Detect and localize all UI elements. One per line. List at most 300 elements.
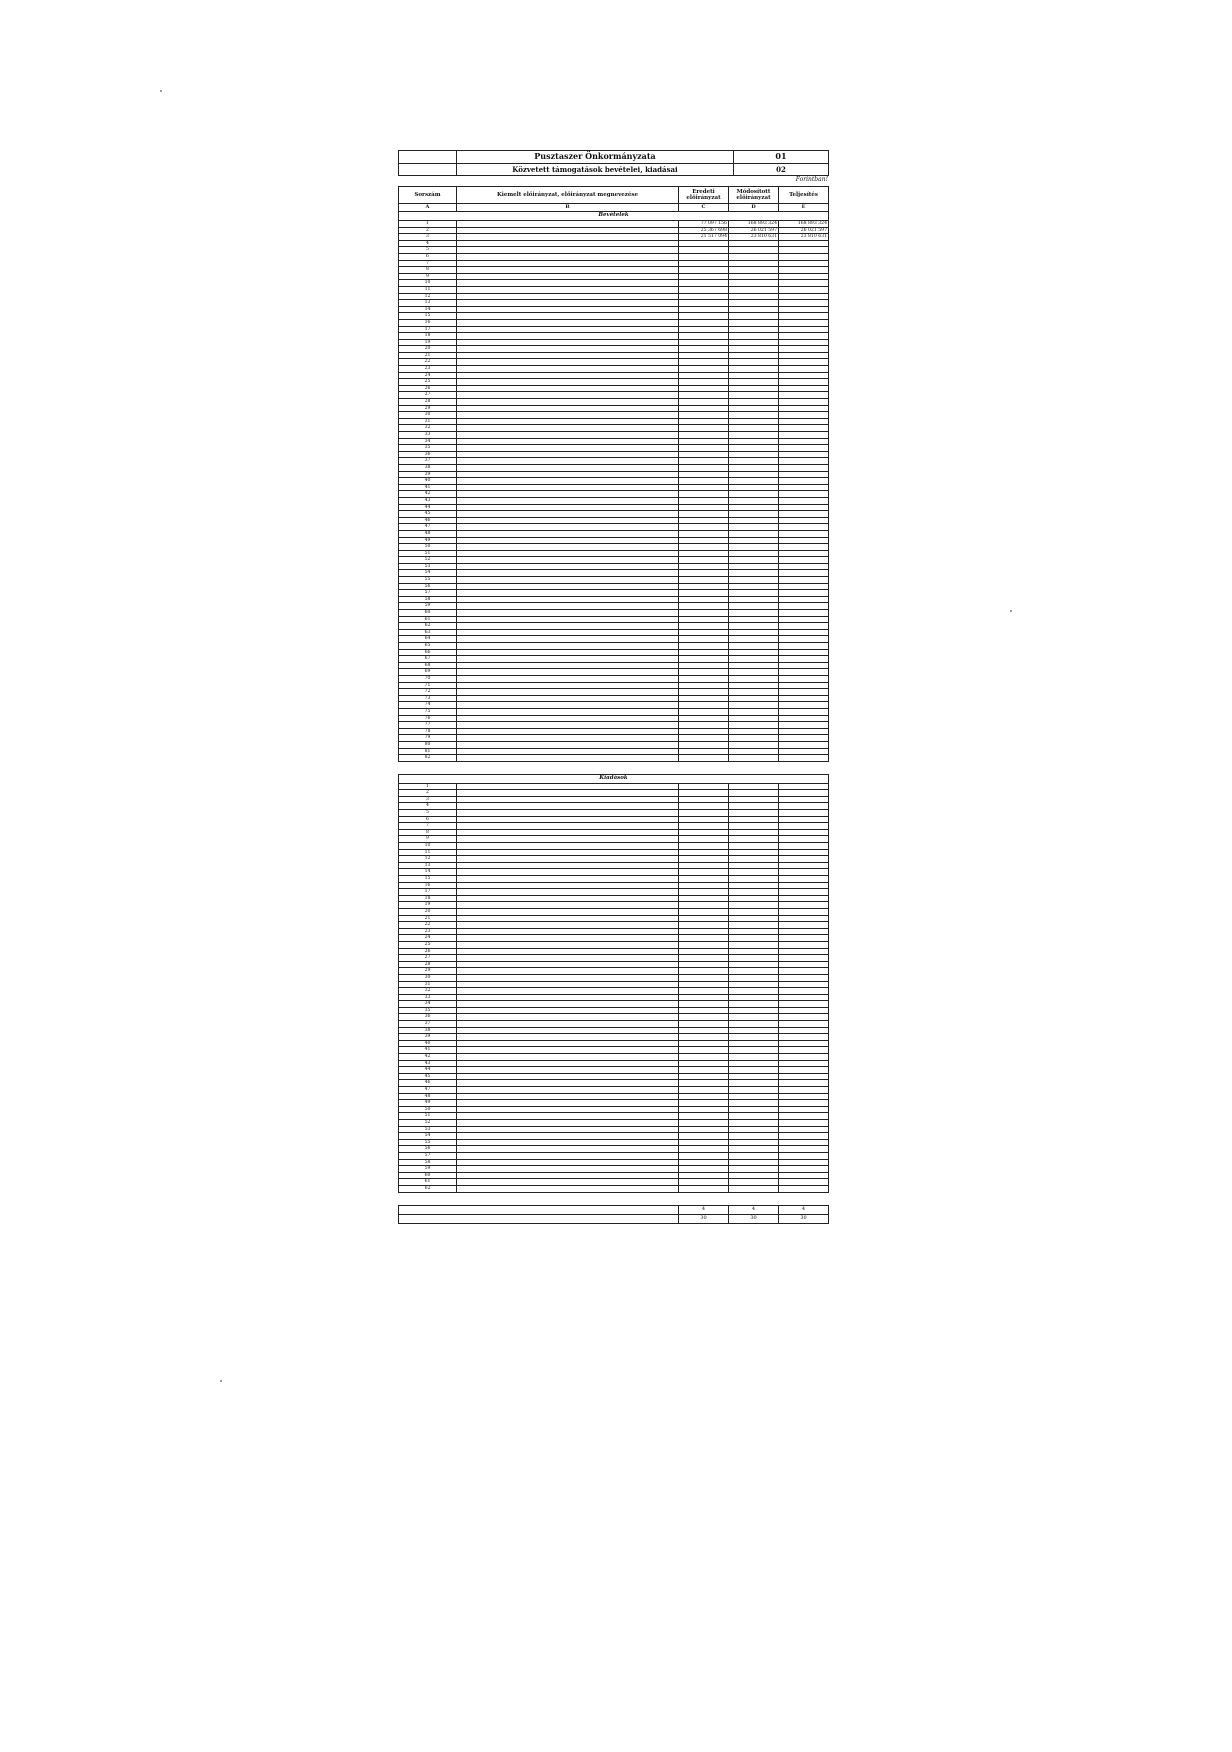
row-number: 74	[399, 702, 457, 709]
row-modified	[729, 524, 779, 531]
row-number: 78	[399, 728, 457, 735]
row-original	[679, 418, 729, 425]
row-original	[679, 669, 729, 676]
row-number: 44	[399, 1067, 457, 1074]
row-original	[679, 524, 729, 531]
row-number: 19	[399, 339, 457, 346]
row-number: 8	[399, 267, 457, 274]
row-name	[457, 227, 679, 234]
row-modified	[729, 1073, 779, 1080]
row-original	[679, 570, 729, 577]
row-original	[679, 1172, 729, 1179]
row-actual	[779, 695, 829, 702]
row-name	[457, 649, 679, 656]
row-actual	[779, 876, 829, 883]
row-original	[679, 981, 729, 988]
row-name	[457, 438, 679, 445]
row-original	[679, 385, 729, 392]
row-actual	[779, 643, 829, 650]
row-actual	[779, 722, 829, 729]
row-actual	[779, 603, 829, 610]
row-name	[457, 675, 679, 682]
table-row	[399, 928, 829, 935]
row-original	[679, 1133, 729, 1140]
row-name	[457, 1034, 679, 1041]
row-original	[679, 1021, 729, 1028]
table-row	[399, 961, 829, 968]
row-actual	[779, 649, 829, 656]
row-actual	[779, 702, 829, 709]
row-actual	[779, 1054, 829, 1061]
row-original	[679, 1034, 729, 1041]
table-row	[399, 451, 829, 458]
row-actual	[779, 590, 829, 597]
table-row	[399, 1027, 829, 1034]
row-original	[679, 1001, 729, 1008]
table-row	[399, 319, 829, 326]
row-actual	[779, 399, 829, 406]
row-number: 36	[399, 451, 457, 458]
table-row	[399, 253, 829, 260]
row-name	[457, 836, 679, 843]
table-row	[399, 748, 829, 755]
row-original	[679, 1014, 729, 1021]
table-row	[399, 783, 829, 790]
row-number: 6	[399, 253, 457, 260]
row-modified	[729, 319, 779, 326]
row-name	[457, 610, 679, 617]
row-number: 4	[399, 240, 457, 247]
row-modified	[729, 643, 779, 650]
row-number: 62	[399, 1185, 457, 1192]
row-name	[457, 1179, 679, 1186]
row-number: 11	[399, 286, 457, 293]
table-row	[399, 550, 829, 557]
row-original	[679, 1007, 729, 1014]
row-modified	[729, 974, 779, 981]
row-number: 39	[399, 1034, 457, 1041]
row-actual	[779, 273, 829, 280]
row-actual	[779, 682, 829, 689]
row-modified	[729, 803, 779, 810]
table-row	[399, 1034, 829, 1041]
row-name	[457, 856, 679, 863]
row-name	[457, 961, 679, 968]
row-name	[457, 267, 679, 274]
row-modified: 23 810 631	[729, 234, 779, 241]
row-name	[457, 550, 679, 557]
table-row	[399, 708, 829, 715]
row-number: 21	[399, 915, 457, 922]
row-actual	[779, 333, 829, 340]
row-name	[457, 1027, 679, 1034]
row-actual	[779, 1152, 829, 1159]
row-original	[679, 1093, 729, 1100]
row-actual	[779, 790, 829, 797]
row-number: 7	[399, 260, 457, 267]
row-original	[679, 471, 729, 478]
row-modified	[729, 464, 779, 471]
row-original	[679, 346, 729, 353]
row-original	[679, 504, 729, 511]
row-actual	[779, 405, 829, 412]
row-actual	[779, 570, 829, 577]
row-modified	[729, 484, 779, 491]
row-name	[457, 570, 679, 577]
row-modified	[729, 247, 779, 254]
row-number: 59	[399, 603, 457, 610]
row-name	[457, 253, 679, 260]
row-number: 62	[399, 623, 457, 630]
col-actual: Teljesítés	[779, 187, 829, 204]
row-name	[457, 1093, 679, 1100]
row-modified	[729, 610, 779, 617]
budget-sheet	[398, 150, 828, 1224]
expense-table	[398, 774, 829, 1193]
footer-d: 30	[729, 1214, 779, 1223]
row-name	[457, 882, 679, 889]
row-actual	[779, 530, 829, 537]
row-original	[679, 293, 729, 300]
table-row	[399, 728, 829, 735]
row-name	[457, 1126, 679, 1133]
row-original	[679, 682, 729, 689]
row-original	[679, 755, 729, 762]
row-original	[679, 856, 729, 863]
row-original	[679, 629, 729, 636]
row-name	[457, 372, 679, 379]
row-actual	[779, 504, 829, 511]
row-original	[679, 537, 729, 544]
row-name	[457, 544, 679, 551]
row-actual	[779, 1021, 829, 1028]
row-modified	[729, 438, 779, 445]
row-modified	[729, 333, 779, 340]
table-row	[399, 656, 829, 663]
row-modified	[729, 432, 779, 439]
table-row	[399, 247, 829, 254]
row-modified	[729, 557, 779, 564]
row-modified	[729, 882, 779, 889]
row-original	[679, 636, 729, 643]
row-modified	[729, 843, 779, 850]
row-modified	[729, 1040, 779, 1047]
row-number: 45	[399, 1073, 457, 1080]
header-table	[398, 150, 829, 176]
row-number: 26	[399, 948, 457, 955]
row-modified	[729, 741, 779, 748]
table-row	[399, 537, 829, 544]
table-row	[399, 1047, 829, 1054]
row-modified	[729, 313, 779, 320]
row-actual	[779, 366, 829, 373]
row-number: 29	[399, 405, 457, 412]
row-original	[679, 1054, 729, 1061]
row-modified	[729, 491, 779, 498]
row-actual	[779, 1034, 829, 1041]
row-actual: 168 893 324	[779, 221, 829, 228]
row-number: 35	[399, 445, 457, 452]
row-actual	[779, 810, 829, 817]
col-letter: B	[457, 204, 679, 212]
row-name	[457, 596, 679, 603]
row-modified	[729, 1139, 779, 1146]
table-row	[399, 524, 829, 531]
row-number: 55	[399, 1139, 457, 1146]
row-original	[679, 432, 729, 439]
row-number: 44	[399, 504, 457, 511]
row-name	[457, 484, 679, 491]
row-name	[457, 399, 679, 406]
row-original	[679, 1126, 729, 1133]
row-number: 11	[399, 849, 457, 856]
row-name	[457, 464, 679, 471]
row-name	[457, 941, 679, 948]
row-number: 46	[399, 517, 457, 524]
table-row	[399, 346, 829, 353]
row-number: 18	[399, 895, 457, 902]
row-modified	[729, 935, 779, 942]
row-number: 72	[399, 689, 457, 696]
row-number: 68	[399, 662, 457, 669]
table-row	[399, 352, 829, 359]
row-name	[457, 603, 679, 610]
row-modified	[729, 1119, 779, 1126]
col-row-number: Sorszám	[399, 187, 457, 204]
row-original	[679, 915, 729, 922]
row-modified	[729, 722, 779, 729]
table-row	[399, 948, 829, 955]
row-modified	[729, 981, 779, 988]
table-row	[399, 643, 829, 650]
row-actual	[779, 1027, 829, 1034]
row-actual	[779, 306, 829, 313]
row-name	[457, 728, 679, 735]
row-modified	[729, 961, 779, 968]
row-number: 54	[399, 570, 457, 577]
row-name	[457, 1007, 679, 1014]
table-row	[399, 689, 829, 696]
row-modified	[729, 1080, 779, 1087]
table-row	[399, 1100, 829, 1107]
row-actual	[779, 829, 829, 836]
row-number: 53	[399, 1126, 457, 1133]
row-actual	[779, 438, 829, 445]
row-actual	[779, 1100, 829, 1107]
row-name	[457, 695, 679, 702]
row-modified	[729, 1027, 779, 1034]
row-name	[457, 790, 679, 797]
table-row	[399, 1060, 829, 1067]
row-number: 4	[399, 803, 457, 810]
row-original	[679, 1060, 729, 1067]
expense-rows	[399, 783, 829, 1192]
footer-d: 4	[729, 1205, 779, 1214]
row-original	[679, 735, 729, 742]
row-modified	[729, 1054, 779, 1061]
row-actual	[779, 908, 829, 915]
row-actual	[779, 511, 829, 518]
row-number: 10	[399, 280, 457, 287]
row-modified	[729, 829, 779, 836]
footer-row	[399, 1205, 829, 1214]
row-modified	[729, 988, 779, 995]
row-original	[679, 425, 729, 432]
row-original	[679, 1146, 729, 1153]
row-name	[457, 869, 679, 876]
table-row	[399, 445, 829, 452]
row-actual	[779, 994, 829, 1001]
table-row	[399, 616, 829, 623]
row-original	[679, 941, 729, 948]
row-modified	[729, 385, 779, 392]
row-actual	[779, 392, 829, 399]
row-number: 60	[399, 1172, 457, 1179]
row-modified	[729, 497, 779, 504]
row-name	[457, 286, 679, 293]
row-name	[457, 994, 679, 1001]
row-number: 81	[399, 748, 457, 755]
row-actual	[779, 1080, 829, 1087]
table-row	[399, 1014, 829, 1021]
row-original	[679, 1040, 729, 1047]
footer-e: 30	[779, 1214, 829, 1223]
row-modified	[729, 253, 779, 260]
row-actual	[779, 968, 829, 975]
row-original	[679, 748, 729, 755]
row-number: 5	[399, 247, 457, 254]
row-actual	[779, 941, 829, 948]
row-number: 52	[399, 1119, 457, 1126]
row-number: 38	[399, 464, 457, 471]
row-modified	[729, 306, 779, 313]
row-number: 23	[399, 928, 457, 935]
row-number: 53	[399, 563, 457, 570]
row-number: 41	[399, 484, 457, 491]
table-row	[399, 260, 829, 267]
table-row	[399, 339, 829, 346]
row-number: 3	[399, 796, 457, 803]
row-name	[457, 557, 679, 564]
row-name	[457, 1060, 679, 1067]
table-row	[399, 517, 829, 524]
row-number: 32	[399, 425, 457, 432]
table-row	[399, 1133, 829, 1140]
table-row	[399, 675, 829, 682]
row-actual	[779, 379, 829, 386]
row-modified	[729, 656, 779, 663]
row-number: 39	[399, 471, 457, 478]
row-number: 25	[399, 941, 457, 948]
row-name	[457, 333, 679, 340]
row-original	[679, 491, 729, 498]
row-modified	[729, 399, 779, 406]
row-name	[457, 577, 679, 584]
table-row	[399, 988, 829, 995]
row-name	[457, 1172, 679, 1179]
row-number: 2	[399, 227, 457, 234]
row-original	[679, 702, 729, 709]
row-number: 27	[399, 392, 457, 399]
row-name	[457, 1073, 679, 1080]
row-actual	[779, 803, 829, 810]
row-name	[457, 517, 679, 524]
row-number: 50	[399, 1106, 457, 1113]
row-number: 47	[399, 524, 457, 531]
row-number: 33	[399, 432, 457, 439]
row-modified	[729, 623, 779, 630]
row-modified	[729, 849, 779, 856]
row-actual	[779, 728, 829, 735]
row-modified	[729, 1021, 779, 1028]
row-original	[679, 478, 729, 485]
table-row	[399, 790, 829, 797]
row-actual	[779, 1126, 829, 1133]
table-row	[399, 590, 829, 597]
currency-unit: Forintban!	[795, 176, 828, 183]
row-modified	[729, 675, 779, 682]
table-row	[399, 869, 829, 876]
row-original	[679, 656, 729, 663]
row-number: 14	[399, 306, 457, 313]
row-actual	[779, 577, 829, 584]
row-actual	[779, 1159, 829, 1166]
row-actual	[779, 862, 829, 869]
row-modified	[729, 1014, 779, 1021]
row-actual	[779, 735, 829, 742]
row-actual	[779, 432, 829, 439]
row-modified	[729, 702, 779, 709]
row-original	[679, 843, 729, 850]
row-modified	[729, 326, 779, 333]
row-original	[679, 849, 729, 856]
table-row	[399, 843, 829, 850]
row-name	[457, 412, 679, 419]
row-name	[457, 247, 679, 254]
table-row	[399, 682, 829, 689]
row-modified: 168 893 324	[729, 221, 779, 228]
row-number: 58	[399, 596, 457, 603]
row-actual	[779, 267, 829, 274]
row-number: 54	[399, 1133, 457, 1140]
expense-section-title: Kiadások	[399, 774, 829, 783]
row-number: 75	[399, 708, 457, 715]
row-original	[679, 530, 729, 537]
row-modified	[729, 511, 779, 518]
row-modified	[729, 577, 779, 584]
row-modified	[729, 1093, 779, 1100]
row-original	[679, 603, 729, 610]
row-original	[679, 267, 729, 274]
table-row	[399, 941, 829, 948]
row-original	[679, 994, 729, 1001]
row-original	[679, 333, 729, 340]
table-row	[399, 333, 829, 340]
row-original	[679, 583, 729, 590]
footer-e: 4	[779, 1205, 829, 1214]
row-original	[679, 955, 729, 962]
row-name	[457, 889, 679, 896]
row-number: 24	[399, 935, 457, 942]
table-row	[399, 1159, 829, 1166]
row-actual	[779, 1172, 829, 1179]
row-original	[679, 590, 729, 597]
row-number: 71	[399, 682, 457, 689]
row-actual	[779, 988, 829, 995]
row-original	[679, 260, 729, 267]
table-row	[399, 935, 829, 942]
row-original	[679, 306, 729, 313]
